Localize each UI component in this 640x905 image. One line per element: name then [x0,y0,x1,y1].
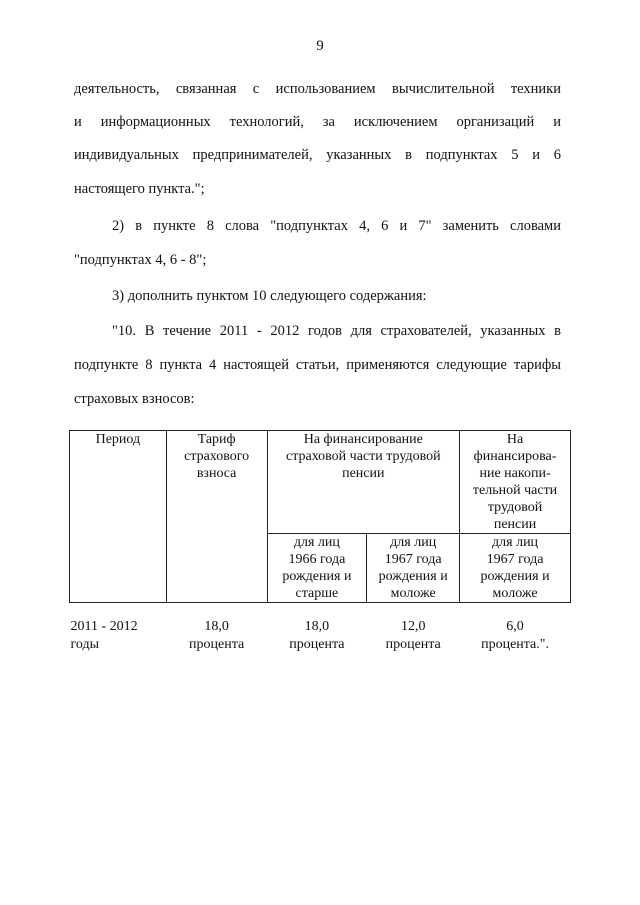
text-line-6: "подпунктах 4, 6 - 8"; [74,252,207,268]
header-period: Период [70,431,167,603]
text-line-3: индивидуальных предпринимателей, указанных в подпунктах 5 и 6 [74,147,561,163]
cell-tariff: 18,0 процента [189,619,245,652]
header-insurance-part: На финансирование страховой части трудовой пенсии [267,431,460,534]
text-line-7: 3) дополнить пунктом 10 следующего содержания: [112,288,427,304]
table-row [70,617,571,655]
text-line-1: деятельность, связанная с использованием вычислительной техники [74,81,561,97]
text-line-8: "10. В течение 2011 - 2012 годов для страхователей, указанных в [112,323,561,339]
header-tariff: Тариф страхового взноса [166,431,267,603]
text-line-9: подпункте 8 пункта 4 настоящей статьи, применяются следующие тарифы [74,357,561,373]
cell-younger: 12,0 процента [385,619,441,652]
table-header-row-1 [70,431,571,534]
page-number: 9 [316,38,324,54]
text-line-4: настоящего пункта."; [74,181,205,197]
table-spacer [70,603,571,618]
text-line-2: и информационных технологий, за исключением организаций и [74,114,561,130]
header-funded-born-1967-younger: для лиц 1967 года рождения и моложе [460,534,571,603]
text-line-10: страховых взносов: [74,391,195,407]
header-born-1966-older: для лиц 1966 года рождения и старше [267,534,367,603]
text-line-5: 2) в пункте 8 слова "подпунктах 4, 6 и 7" заменить словами [112,218,561,234]
cell-period: 2011 - 2012 годы [70,619,138,652]
header-funded-part: На финансирова- ние накопи- тельной части трудовой пенсии [460,431,571,534]
tariff-table [69,430,571,655]
cell-funded: 6,0 процента.". [481,619,549,652]
header-born-1967-younger: для лиц 1967 года рождения и моложе [367,534,460,603]
cell-older: 18,0 процента [289,619,345,652]
